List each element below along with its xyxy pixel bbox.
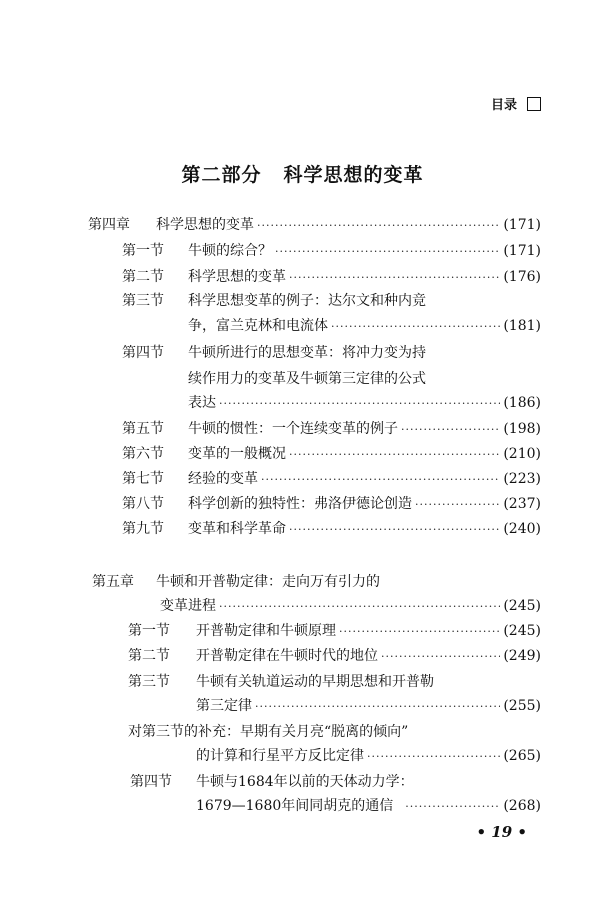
section-title: 科学思想变革的例子：达尔文和种内竞 [188, 293, 426, 309]
leader-dots [367, 748, 500, 766]
toc-section[interactable] [122, 445, 541, 464]
leader-dots [275, 243, 500, 261]
page-number: (245) [503, 623, 541, 639]
chapter-title: 科学思想的变革 [156, 217, 254, 233]
section-number: 第七节 [122, 471, 164, 487]
leader-dots [401, 421, 500, 439]
toc-section[interactable] [122, 268, 541, 287]
section-title: 开普勒定律在牛顿时代的地位 [196, 648, 378, 664]
section-number: 第三节 [122, 293, 164, 309]
section-title-cont: 表达 [188, 395, 216, 411]
page-number: (268) [503, 798, 541, 814]
section-number: 第四节 [122, 345, 164, 361]
section-number: 第一节 [128, 623, 170, 639]
section-title-cont: 争，富兰克林和电流体 [188, 318, 328, 334]
section-title: 牛顿与1684年以前的天体动力学： [196, 774, 414, 790]
toc-section[interactable] [128, 622, 541, 641]
toc-supplement[interactable] [128, 723, 541, 741]
leader-dots [289, 269, 500, 287]
leader-dots [331, 318, 500, 336]
toc-section[interactable] [122, 495, 541, 514]
leader-dots [381, 648, 500, 666]
section-number: 第五节 [122, 421, 164, 437]
toc-section[interactable] [128, 647, 541, 666]
part-number: 第二部分 [181, 164, 262, 186]
toc-section-continued[interactable] [196, 797, 541, 816]
toc-supplement-continued[interactable] [196, 747, 541, 766]
page-number: (181) [503, 318, 541, 334]
section-number: 第一节 [122, 243, 164, 259]
page-number: (245) [503, 598, 541, 614]
section-title: 牛顿有关轨道运动的早期思想和开普勒 [196, 674, 434, 690]
page-number: (210) [503, 446, 541, 462]
section-title-cont: 1679—1680年间同胡克的通信 [196, 798, 394, 814]
toc-section[interactable] [122, 470, 541, 489]
section-title: 变革的一般概况 [188, 446, 286, 462]
section-title: 经验的变革 [188, 471, 258, 487]
toc-section[interactable] [122, 242, 541, 261]
toc-section-continued[interactable] [188, 394, 541, 413]
page-number: (171) [503, 217, 541, 233]
chapter-title-cont: 变革进程 [160, 598, 216, 614]
section-number: 第二节 [128, 648, 170, 664]
page-number: (265) [503, 748, 541, 764]
toc-section[interactable] [122, 344, 541, 362]
toc-section[interactable] [122, 420, 541, 439]
leader-dots [219, 395, 500, 413]
section-title: 开普勒定律和牛顿原理 [196, 623, 336, 639]
part-title [0, 160, 605, 187]
page-number: (176) [503, 269, 541, 285]
toc-section[interactable] [128, 673, 541, 691]
section-title: 牛顿所进行的思想变革：将冲力变为持 [188, 345, 426, 361]
chapter-number: 第五章 [92, 574, 134, 590]
leader-dots [219, 598, 500, 616]
chapter-number: 第四章 [88, 217, 130, 233]
leader-dots [415, 496, 500, 514]
supplement-title-cont: 的计算和行星平方反比定律 [196, 748, 364, 764]
header-label: 目录 [490, 98, 517, 113]
page-number: (198) [503, 421, 541, 437]
page-number: (237) [503, 496, 541, 512]
leader-dots [289, 521, 500, 539]
page-number: (249) [503, 648, 541, 664]
page-number: (223) [503, 471, 541, 487]
leader-dots [339, 623, 500, 641]
section-title-cont: 第三定律 [196, 698, 252, 714]
section-number: 第二节 [122, 269, 164, 285]
section-title-cont: 续作用力的变革及牛顿第三定律的公式 [188, 371, 426, 387]
toc-section[interactable] [130, 773, 541, 791]
toc-chapter-5[interactable] [92, 573, 541, 591]
running-header [491, 94, 541, 113]
leader-dots [289, 446, 500, 464]
section-number: 第六节 [122, 446, 164, 462]
section-title: 变革和科学革命 [188, 521, 286, 537]
section-number: 第四节 [130, 774, 172, 790]
section-title: 科学思想的变革 [188, 269, 286, 285]
section-number: 第八节 [122, 496, 164, 512]
section-number: 第三节 [128, 674, 170, 690]
page-number: (240) [503, 521, 541, 537]
page-folio: • 19 • [476, 823, 527, 841]
section-title: 科学创新的独特性：弗洛伊德论创造 [188, 496, 412, 512]
section-number: 第九节 [122, 521, 164, 537]
toc-chapter-4[interactable] [88, 216, 541, 235]
page-number: (186) [503, 395, 541, 411]
toc-section-continued[interactable] [196, 697, 541, 716]
square-icon [527, 97, 541, 111]
part-name: 科学思想的变革 [283, 164, 424, 186]
toc-section-continued[interactable] [188, 317, 541, 336]
section-title: 牛顿的综合？ [188, 243, 272, 259]
toc-chapter-continued[interactable] [160, 597, 541, 616]
chapter-title: 牛顿和开普勒定律：走向万有引力的 [156, 574, 380, 590]
leader-dots [255, 698, 500, 716]
page-number: (255) [503, 698, 541, 714]
leader-dots [405, 798, 500, 816]
leader-dots [257, 217, 500, 235]
leader-dots [261, 471, 500, 489]
supplement-title: 对第三节的补充：早期有关月亮“脱离的倾向” [128, 724, 409, 740]
toc-section[interactable] [122, 292, 541, 310]
page-number: (171) [503, 243, 541, 259]
toc-section[interactable] [122, 520, 541, 539]
section-title: 牛顿的惯性：一个连续变革的例子 [188, 421, 398, 437]
